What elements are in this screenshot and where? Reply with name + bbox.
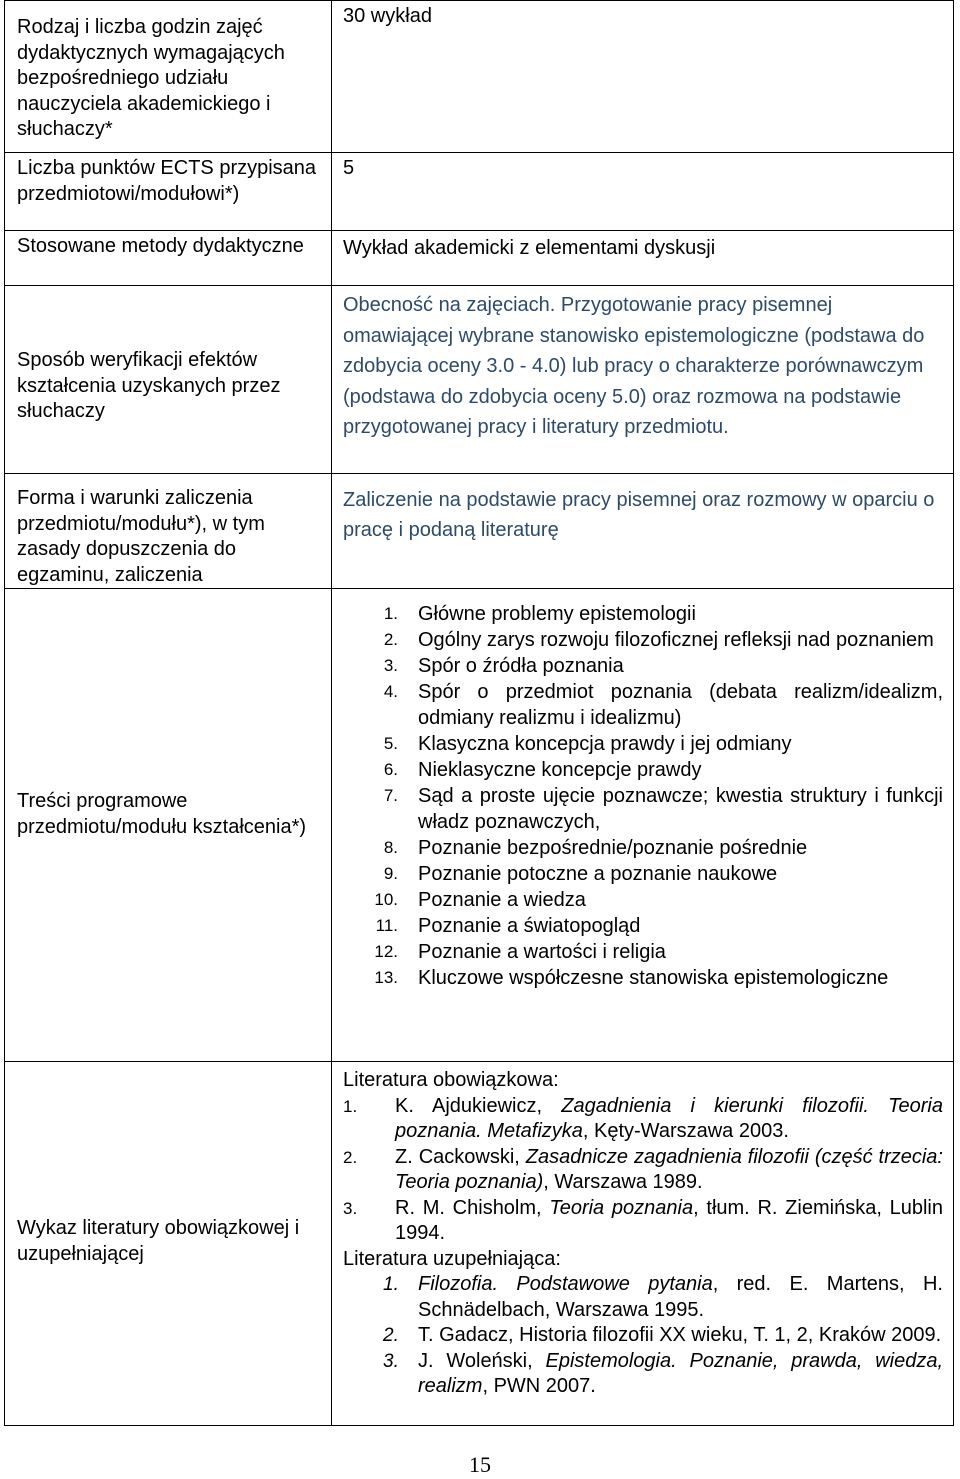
supplementary-item bbox=[343, 1349, 943, 1400]
content-item-number: 8. bbox=[383, 838, 398, 857]
ref-author: R. M. Chisholm, bbox=[395, 1196, 550, 1219]
content-item-number: 7. bbox=[383, 786, 398, 805]
label-ects: Liczba punktów ECTS przypisana przedmiotowi/modułowi*) bbox=[17, 157, 317, 205]
ref-author: K. Ajdukiewicz, bbox=[395, 1094, 562, 1117]
ref-author: J. Woleński, bbox=[418, 1349, 546, 1372]
value-methods: Wykład akademicki z elementami dyskusji bbox=[343, 237, 716, 259]
content-list bbox=[343, 601, 943, 991]
supplementary-heading: Literatura uzupełniająca: bbox=[343, 1247, 561, 1270]
content-item bbox=[343, 861, 943, 887]
content-item-number: 10. bbox=[374, 890, 398, 909]
ref-rest: , Kęty-Warszawa 2003. bbox=[582, 1120, 789, 1142]
content-item-text: Spór o przedmiot poznania (debata realizm/idealizm, odmiany realizmu i idealizmu) bbox=[418, 681, 943, 729]
content-item bbox=[343, 679, 943, 731]
content-item bbox=[343, 913, 943, 939]
content-item bbox=[343, 939, 943, 965]
content-item-number: 9. bbox=[383, 864, 398, 883]
required-item bbox=[343, 1145, 943, 1196]
required-item bbox=[343, 1196, 943, 1247]
row-hours bbox=[5, 1, 954, 153]
ref-title: Zasadnicze zagadnienia filozofii (część trzecia: Teoria poznania) bbox=[395, 1145, 943, 1193]
supplementary-item bbox=[343, 1272, 943, 1323]
ref-number: 2. bbox=[343, 1147, 358, 1167]
label-methods: Stosowane metody dydaktyczne bbox=[17, 235, 304, 257]
content-item-number: 12. bbox=[374, 942, 398, 961]
content-item bbox=[343, 653, 943, 679]
content-item-number: 6. bbox=[383, 760, 398, 779]
ref-number: 3. bbox=[383, 1350, 399, 1372]
content-item bbox=[343, 731, 943, 757]
content-item-text: Poznanie potoczne a poznanie naukowe bbox=[418, 863, 778, 885]
content-item-number: 5. bbox=[383, 734, 398, 753]
content-item-text: Sąd a proste ujęcie poznawcze; kwestia struktury i funkcji władz poznawczych, bbox=[418, 785, 943, 833]
ref-title: Epistemologia. Poznanie, prawda, wiedza, realizm bbox=[418, 1349, 944, 1397]
required-item bbox=[343, 1094, 943, 1145]
supplementary-item bbox=[343, 1323, 943, 1349]
row-methods bbox=[5, 231, 954, 286]
syllabus-table bbox=[4, 0, 954, 1426]
content-item bbox=[343, 601, 943, 627]
content-item bbox=[343, 627, 943, 653]
content-item-text: Ogólny zarys rozwoju filozoficznej refleksji nad poznaniem bbox=[418, 629, 934, 651]
content-item-number: 3. bbox=[383, 656, 398, 675]
ref-number: 3. bbox=[343, 1198, 358, 1218]
row-verification bbox=[5, 286, 954, 474]
required-list bbox=[343, 1094, 943, 1247]
content-item-number: 1. bbox=[383, 604, 398, 623]
content-item-text: Poznanie a światopogląd bbox=[418, 915, 641, 937]
required-heading: Literatura obowiązkowa: bbox=[343, 1069, 559, 1091]
ref-author: T. Gadacz, Historia filozofii XX wieku, T. 1, 2, Kraków 2009. bbox=[418, 1324, 942, 1346]
content-item bbox=[343, 835, 943, 861]
ref-number: 2. bbox=[383, 1325, 399, 1346]
value-form: Zaliczenie na podstawie pracy pisemnej oraz rozmowy w oparciu o pracę i podaną literaturę bbox=[343, 489, 935, 541]
value-ects: 5 bbox=[343, 157, 355, 179]
label-verification: Sposób weryfikacji efektów kształcenia uzyskanych przez słuchaczy bbox=[17, 349, 281, 422]
content-item-text: Poznanie a wartości i religia bbox=[418, 941, 666, 963]
ref-rest: , tłum. R. Ziemińska, Lublin 1994. bbox=[395, 1196, 943, 1244]
ref-author: Z. Cackowski, bbox=[395, 1145, 526, 1168]
content-item-text: Nieklasyczne koncepcje prawdy bbox=[418, 759, 702, 781]
row-literature bbox=[5, 1062, 954, 1426]
ref-title: Filozofia. Podstawowe pytania bbox=[418, 1273, 713, 1295]
content-item-number: 2. bbox=[383, 630, 398, 649]
content-item-text: Spór o źródła poznania bbox=[418, 655, 624, 677]
content-item bbox=[343, 757, 943, 783]
content-item-text: Poznanie a wiedza bbox=[418, 889, 586, 911]
label-content: Treści programowe przedmiotu/modułu kształcenia*) bbox=[17, 790, 307, 838]
ref-title: Zagadnienia i kierunki filozofii. Teoria poznania. Metafizyka bbox=[395, 1094, 944, 1142]
content-item-text: Klasyczna koncepcja prawdy i jej odmiany bbox=[418, 733, 792, 755]
row-ects bbox=[5, 153, 954, 231]
content-item-text: Główne problemy epistemologii bbox=[418, 603, 696, 625]
ref-number: 1. bbox=[343, 1096, 358, 1116]
content-item-text: Poznanie bezpośrednie/poznanie pośrednie bbox=[418, 837, 808, 859]
content-item bbox=[343, 965, 943, 991]
content-item-text: Kluczowe współczesne stanowiska epistemologiczne bbox=[418, 967, 889, 989]
content-item bbox=[343, 887, 943, 913]
value-verification: Obecność na zajęciach. Przygotowanie pracy pisemnej omawiającej wybrane stanowisko epistemologiczne (podstawa do zdobycia oceny 3.0 - 4.0) lub pracy o charakterze porównawczym (podstawa do zdobycia oceny 5.0) oraz rozmowa na podstawie przygotowanej pracy i literatury przedmiotu. bbox=[343, 294, 925, 438]
ref-rest: , PWN 2007. bbox=[482, 1375, 596, 1397]
ref-title: Teoria poznania bbox=[549, 1196, 694, 1219]
label-literature: Wykaz literatury obowiązkowej i uzupełniającej bbox=[17, 1217, 300, 1265]
content-item-number: 11. bbox=[375, 916, 398, 935]
supplementary-list bbox=[343, 1272, 943, 1400]
row-content bbox=[5, 589, 954, 1062]
ref-rest: , red. E. Martens, H. Schnädelbach, Warszawa 1995. bbox=[418, 1273, 943, 1321]
ref-rest: , Warszawa 1989. bbox=[543, 1171, 703, 1193]
value-hours: 30 wykład bbox=[343, 5, 432, 27]
label-form: Forma i warunki zaliczenia przedmiotu/modułu*), w tym zasady dopuszczenia do egzaminu, zaliczenia bbox=[17, 487, 265, 586]
label-hours: Rodzaj i liczba godzin zajęć dydaktycznych wymagających bezpośredniego udziału nauczyciela akademickiego i słuchaczy* bbox=[17, 16, 285, 140]
row-form bbox=[5, 474, 954, 589]
page-number: 15 bbox=[469, 1452, 491, 1477]
content-item bbox=[343, 783, 943, 835]
content-item-number: 4. bbox=[383, 682, 398, 701]
ref-number: 1. bbox=[383, 1274, 399, 1295]
content-item-number: 13. bbox=[374, 968, 398, 987]
